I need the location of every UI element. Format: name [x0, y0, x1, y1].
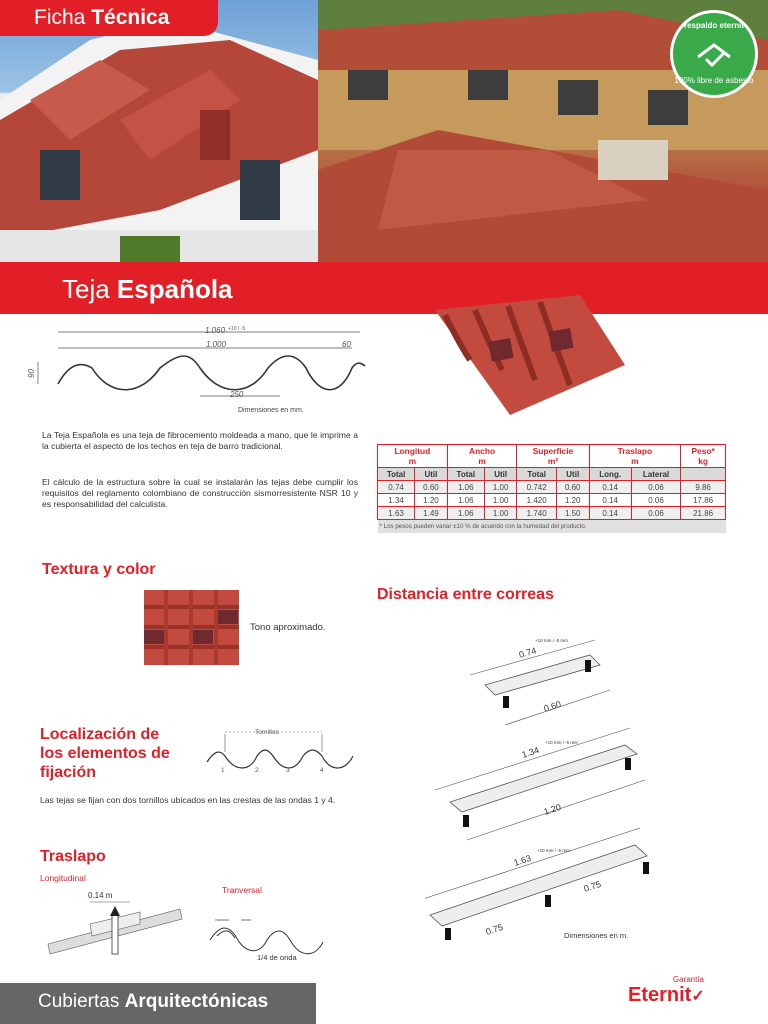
- sheet-3-tolerance: +10 mm / -5 mm: [537, 848, 570, 853]
- subheader-cell: Total: [447, 468, 484, 481]
- sheet-3-length: 1.63: [512, 852, 533, 868]
- table-cell: 1.00: [484, 481, 517, 494]
- table-cell: 1.420: [517, 494, 557, 507]
- table-cell: 0.74: [378, 481, 415, 494]
- purlin-sheet-1: [470, 638, 610, 725]
- title-badge-bold: Técnica: [91, 6, 170, 29]
- sheet-2-tolerance: +10 mm / -5 mm: [545, 740, 578, 745]
- fixing-text: Las tejas se fijan con dos tornillos ubicados en las crestas de las ondas 1 y 4.: [40, 795, 336, 805]
- guarantee-label: Garantía: [672, 975, 704, 984]
- purlins-caption: Dimensiones en m.: [564, 931, 629, 940]
- eternit-logo: [628, 975, 728, 1007]
- height-label: 90: [27, 369, 36, 378]
- spec-table: [377, 444, 726, 533]
- wave-number-3: 3: [286, 767, 290, 774]
- sheet-1-spacing: 0.60: [542, 698, 563, 714]
- table-cell: 0.06: [631, 481, 680, 494]
- product-title-bold: Española: [116, 274, 233, 304]
- dimensions-caption: Dimensiones en mm.: [238, 407, 304, 414]
- tolerance-label: +10 / -5: [228, 326, 246, 332]
- wave-number-2: 2: [255, 767, 259, 774]
- purlin-sheet-3: [425, 828, 649, 940]
- texture-heading: Textura y color: [42, 561, 156, 578]
- table-cell: 1.06: [447, 507, 484, 520]
- table-cell: 1.49: [415, 507, 448, 520]
- fixing-heading-line-1: Localización de: [40, 726, 160, 743]
- total-length-label: 1.060: [205, 326, 226, 335]
- footer-light: Cubiertas: [38, 991, 125, 1012]
- transversal-overlap-diagram: [205, 900, 340, 970]
- table-row: [378, 507, 726, 520]
- screws-label: Tornillos: [255, 729, 279, 736]
- purlins-heading: Distancia entre correas: [377, 586, 554, 603]
- longitudinal-label: Longitudinal: [40, 873, 86, 883]
- table-note: * Los pesos pueden variar ±10 % de acuerdo con la humedad del producto.: [378, 520, 726, 533]
- title-badge: [0, 0, 218, 36]
- product-title-light: Teja: [62, 274, 117, 304]
- table-cell: 1.50: [556, 507, 589, 520]
- overlap-label: 60: [342, 340, 351, 349]
- header-overlap: Traslapo m: [589, 445, 681, 468]
- header-width: Ancho m: [447, 445, 517, 468]
- fixing-heading-line-3: fijación: [40, 764, 97, 781]
- table-cell: 1.06: [447, 494, 484, 507]
- seal-top-text: respaldo eternit: [683, 21, 744, 30]
- footer-bold: Arquitectónicas: [124, 991, 269, 1012]
- table-cell: 17.86: [681, 494, 726, 507]
- transversal-label: Tranversal: [222, 885, 262, 895]
- table-cell: 1.20: [415, 494, 448, 507]
- table-cell: 0.14: [589, 494, 631, 507]
- fixing-heading: [40, 725, 170, 782]
- subheader-cell: Long.: [589, 468, 631, 481]
- description-p2: El cálculo de la estructura sobre la cual se instalarán las tejas debe cumplir los requisitos del reglamento colombiano de construcción sismorresistente NSR 10 y es responsabilidad del calculista.: [42, 477, 358, 509]
- longitudinal-value: 0.14 m: [88, 891, 113, 900]
- seal-bottom-text: 100% libre de asbesto: [674, 76, 754, 85]
- texture-caption: Tono aproximado.: [250, 622, 326, 633]
- table-cell: 1.740: [517, 507, 557, 520]
- table-cell: 0.06: [631, 494, 680, 507]
- header-weight: Peso* kg: [681, 445, 726, 468]
- title-badge-light: Ficha: [34, 6, 92, 29]
- useful-length-label: 1.000: [206, 340, 227, 349]
- sheet-3-spacing-2: 0.75: [582, 878, 603, 894]
- sheet-2-spacing: 1.20: [542, 801, 563, 817]
- fixing-heading-line-2: los elementos de: [40, 745, 170, 762]
- overlap-heading: Traslapo: [40, 848, 106, 865]
- pitch-label: 250: [230, 390, 244, 399]
- product-title-band: [0, 262, 768, 314]
- header-photos: [0, 0, 768, 262]
- wave-profile: [58, 356, 365, 390]
- purlin-sheet-2: [435, 728, 645, 840]
- table-cell: 0.742: [517, 481, 557, 494]
- table-cell: 1.06: [447, 481, 484, 494]
- table-row: [378, 494, 726, 507]
- spec-table-subheader-row: [378, 468, 726, 481]
- subheader-cell: [681, 468, 726, 481]
- subheader-cell: Util: [415, 468, 448, 481]
- table-cell: 0.14: [589, 507, 631, 520]
- table-cell: 1.34: [378, 494, 415, 507]
- wave-number-4: 4: [320, 767, 324, 774]
- transversal-value: 1/4 de onda: [257, 953, 297, 962]
- checkmark-icon: ✓: [691, 988, 705, 1005]
- table-cell: 0.14: [589, 481, 631, 494]
- table-cell: 0.60: [415, 481, 448, 494]
- header-surface: Superficie m²: [517, 445, 589, 468]
- sheet-2-length: 1.34: [520, 744, 541, 760]
- house-check-icon: [694, 41, 734, 71]
- table-cell: 1.63: [378, 507, 415, 520]
- house-photo: [0, 0, 318, 262]
- description-p1: La Teja Española es una teja de fibrocemento moldeada a mano, que le imprime a la cubierta el aspecto de los techos en teja de barro tradicional.: [42, 430, 358, 451]
- texture-swatch: [144, 590, 239, 665]
- subheader-cell: Util: [556, 468, 589, 481]
- table-row: [378, 481, 726, 494]
- table-cell: 1.00: [484, 507, 517, 520]
- purlin-diagrams: [425, 630, 665, 950]
- tile-product-image: [430, 290, 630, 420]
- footer-band: [0, 983, 316, 1024]
- sheet-1-length: 0.74: [517, 645, 538, 660]
- brand-name: Eternit✓: [628, 984, 705, 1006]
- subheader-cell: Total: [378, 468, 415, 481]
- table-cell: 9.86: [681, 481, 726, 494]
- sheet-1-tolerance: +10 mm / -5 mm: [535, 638, 568, 643]
- table-cell: 1.00: [484, 494, 517, 507]
- table-note-row: [378, 520, 726, 533]
- fixing-diagram: [205, 722, 360, 777]
- table-cell: 21.86: [681, 507, 726, 520]
- subheader-cell: Util: [484, 468, 517, 481]
- header-length: Longitud m: [378, 445, 448, 468]
- house-illustration: [0, 0, 318, 262]
- wave-number-1: 1: [221, 767, 225, 774]
- subheader-cell: Total: [517, 468, 557, 481]
- table-cell: 1.20: [556, 494, 589, 507]
- table-cell: 0.06: [631, 507, 680, 520]
- sheet-3-spacing-1: 0.75: [484, 921, 505, 937]
- subheader-cell: Lateral: [631, 468, 680, 481]
- table-cell: 0.60: [556, 481, 589, 494]
- dimension-drawing: [20, 322, 370, 417]
- asbestos-free-seal: [670, 10, 758, 98]
- longitudinal-overlap-diagram: [40, 884, 190, 964]
- spec-table-header-row: [378, 445, 726, 468]
